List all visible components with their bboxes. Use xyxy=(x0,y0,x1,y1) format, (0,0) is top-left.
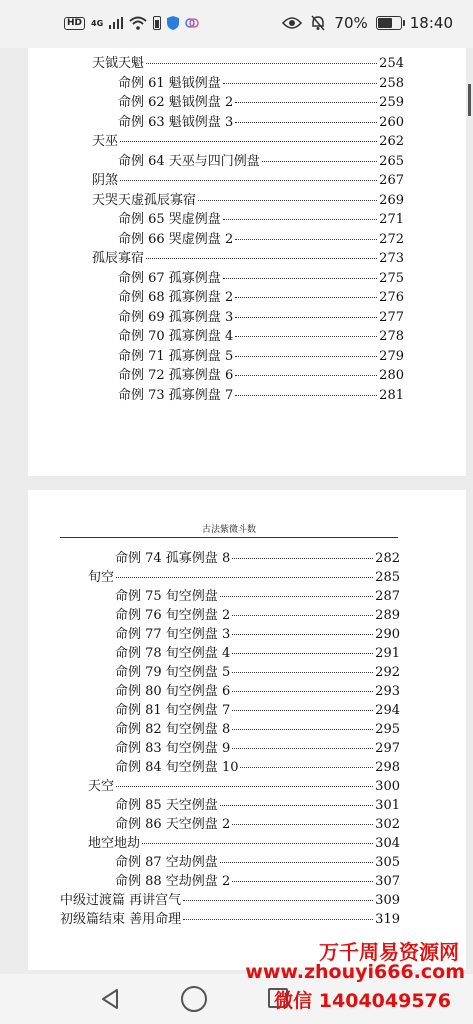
toc-entry[interactable] xyxy=(118,364,404,383)
toc-entry[interactable] xyxy=(115,737,400,756)
toc-entry-page-number: 307 xyxy=(375,874,400,889)
toc-entry-page-number: 302 xyxy=(375,817,400,832)
toc-leader-dots xyxy=(235,317,377,318)
wifi-icon xyxy=(129,16,147,30)
toc-entry[interactable] xyxy=(118,384,404,403)
watermark-site-name: 万千周易资源网 xyxy=(319,940,459,964)
toc-leader-dots xyxy=(232,710,373,711)
network-type-label: 4G xyxy=(91,18,104,28)
toc-entry-title: 命例 87 空劫例盘 xyxy=(115,855,218,870)
toc-entry-title: 命例 77 旬空例盘 3 xyxy=(115,627,231,642)
toc-entry-title: 地空地劫 xyxy=(88,836,141,851)
toc-entry-title: 命例 88 空劫例盘 2 xyxy=(115,874,231,889)
toc-entry[interactable] xyxy=(92,247,404,266)
toc-entry-title: 命例 65 哭虚例盘 xyxy=(118,212,221,227)
toc-leader-dots xyxy=(232,615,373,616)
toc-entry-title: 旬空 xyxy=(88,570,115,585)
toc-entry-title: 阴煞 xyxy=(92,173,119,188)
home-icon[interactable] xyxy=(181,986,207,1012)
toc-leader-dots xyxy=(235,375,377,376)
toc-entry[interactable] xyxy=(115,661,400,680)
toc-entry-page-number: 281 xyxy=(379,387,404,403)
toc-entry[interactable] xyxy=(115,756,400,775)
toc-entry-page-number: 280 xyxy=(379,368,404,383)
toc-entry-title: 命例 86 天空例盘 2 xyxy=(115,817,231,832)
status-left-icons xyxy=(64,16,199,30)
toc-entry-page-number: 291 xyxy=(375,646,400,661)
toc-entry-page-number: 273 xyxy=(379,251,404,266)
toc-entry-title: 中级过渡篇 再讲宫气 xyxy=(60,893,182,908)
toc-entry[interactable] xyxy=(115,604,400,623)
toc-entry-title: 命例 74 孤寡例盘 8 xyxy=(115,551,231,566)
shield-icon xyxy=(167,16,179,30)
toc-entry-page-number: 269 xyxy=(379,192,404,208)
toc-leader-dots xyxy=(223,219,377,220)
toc-leader-dots xyxy=(235,336,377,337)
toc-leader-dots xyxy=(232,729,373,730)
toc-leader-dots xyxy=(146,258,377,259)
toc-entry[interactable] xyxy=(118,208,404,227)
toc-entry[interactable] xyxy=(118,345,404,364)
toc-entry-title: 命例 82 旬空例盘 8 xyxy=(115,722,231,737)
toc-entry[interactable] xyxy=(115,794,400,813)
toc-entry[interactable] xyxy=(118,286,404,305)
phone-storage-icon xyxy=(153,16,161,30)
eye-icon xyxy=(282,16,302,30)
toc-entry[interactable] xyxy=(118,228,404,247)
toc-entry-title: 命例 71 孤寡例盘 5 xyxy=(118,348,234,364)
toc-entry[interactable] xyxy=(115,642,400,661)
toc-entry-page-number: 293 xyxy=(375,684,400,699)
toc-leader-dots xyxy=(183,919,373,920)
toc-leader-dots xyxy=(232,672,373,673)
battery-percent: 70% xyxy=(334,14,368,32)
toc-leader-dots xyxy=(116,786,373,787)
toc-entry-title: 天巫 xyxy=(92,134,119,149)
bell-muted-icon xyxy=(310,15,326,31)
hd-badge: HD xyxy=(64,17,85,30)
toc-leader-dots xyxy=(235,395,377,396)
toc-entry-page-number: 304 xyxy=(375,836,400,851)
toc-entry-page-number: 290 xyxy=(375,627,400,642)
toc-entry-page-number: 258 xyxy=(379,75,404,91)
toc-entry-title: 命例 67 孤寡例盘 xyxy=(118,270,221,286)
toc-entry[interactable] xyxy=(118,267,404,286)
toc-entry-title: 命例 70 孤寡例盘 4 xyxy=(118,329,234,344)
document-page-2[interactable] xyxy=(28,490,466,970)
toc-entry[interactable] xyxy=(118,325,404,344)
toc-entry-page-number: 295 xyxy=(375,722,400,737)
watermark-url: www.zhouyi666.com xyxy=(245,961,465,983)
toc-entry-title: 命例 66 哭虚例盘 2 xyxy=(118,231,234,247)
toc-entry-page-number: 297 xyxy=(375,741,400,756)
toc-entry-title: 命例 61 魁钺例盘 xyxy=(118,75,221,91)
toc-entry-page-number: 259 xyxy=(379,95,404,110)
toc-entry[interactable] xyxy=(115,851,400,870)
toc-leader-dots xyxy=(232,691,373,692)
toc-leader-dots xyxy=(198,200,377,201)
toc-entry[interactable] xyxy=(88,566,400,585)
toc-entry-title: 天哭天虚孤辰寡宿 xyxy=(92,192,197,208)
toc-leader-dots xyxy=(232,881,373,882)
toc-entry-page-number: 276 xyxy=(379,290,404,305)
toc-entry-title: 命例 84 旬空例盘 10 xyxy=(115,760,239,775)
status-bar xyxy=(0,0,473,48)
toc-entry-title: 命例 80 旬空例盘 6 xyxy=(115,684,231,699)
toc-entry[interactable] xyxy=(88,832,400,851)
toc-entry-page-number: 287 xyxy=(375,589,400,604)
toc-leader-dots xyxy=(232,653,373,654)
toc-entry[interactable] xyxy=(115,680,400,699)
toc-entry-page-number: 278 xyxy=(379,329,404,344)
toc-entry-title: 命例 73 孤寡例盘 7 xyxy=(118,387,234,403)
toc-entry-page-number: 275 xyxy=(379,270,404,286)
toc-entry-page-number: 319 xyxy=(375,912,400,927)
toc-entry[interactable] xyxy=(115,699,400,718)
battery-icon xyxy=(376,16,402,30)
toc-entry[interactable] xyxy=(115,585,400,604)
toc-entry-page-number: 285 xyxy=(375,570,400,585)
toc-entry-title: 命例 78 旬空例盘 4 xyxy=(115,646,231,661)
toc-entry-page-number: 298 xyxy=(375,760,400,775)
toc-entry[interactable] xyxy=(92,189,404,208)
toc-entry-title: 命例 81 旬空例盘 7 xyxy=(115,703,231,718)
toc-leader-dots xyxy=(146,63,377,64)
toc-entry-title: 天空 xyxy=(88,779,115,794)
toc-entry-page-number: 262 xyxy=(379,134,404,149)
toc-entry-title: 命例 76 旬空例盘 2 xyxy=(115,608,231,623)
toc-entry-page-number: 254 xyxy=(379,56,404,71)
toc-entry-page-number: 300 xyxy=(375,779,400,794)
toc-leader-dots xyxy=(220,596,373,597)
document-page-1[interactable] xyxy=(28,48,466,476)
scroll-indicator[interactable] xyxy=(468,84,471,116)
toc-leader-dots xyxy=(240,767,373,768)
toc-entry-page-number: 272 xyxy=(379,231,404,247)
toc-entry[interactable] xyxy=(60,908,400,927)
header-rule xyxy=(60,537,398,538)
toc-entry-page-number: 277 xyxy=(379,309,404,325)
toc-entry[interactable] xyxy=(118,150,404,169)
running-head: 古法紫微斗数 xyxy=(201,525,256,535)
toc-entry[interactable] xyxy=(118,306,404,325)
toc-leader-dots xyxy=(235,102,377,103)
toc-entry-page-number: 282 xyxy=(375,551,400,566)
toc-leader-dots xyxy=(220,805,373,806)
toc-leader-dots xyxy=(232,558,373,559)
toc-leader-dots xyxy=(116,577,373,578)
toc-leader-dots xyxy=(142,843,373,844)
toc-entry[interactable] xyxy=(115,813,400,832)
toc-leader-dots xyxy=(262,161,377,162)
toc-leader-dots xyxy=(235,122,377,123)
toc-entry-page-number: 309 xyxy=(375,893,400,908)
toc-entry[interactable] xyxy=(92,169,404,188)
toc-leader-dots xyxy=(232,824,373,825)
toc-entry[interactable] xyxy=(60,889,400,908)
toc-entry[interactable] xyxy=(118,111,404,130)
toc-entry-title: 命例 75 旬空例盘 xyxy=(115,589,218,604)
toc-entry[interactable] xyxy=(115,547,400,566)
toc-entry-title: 命例 63 魁钺例盘 3 xyxy=(118,114,234,130)
watermark-wechat: 微信 1404049576 xyxy=(274,990,451,1012)
toc-entry[interactable] xyxy=(115,870,400,889)
toc-entry-title: 命例 68 孤寡例盘 2 xyxy=(118,290,234,305)
toc-leader-dots xyxy=(232,634,373,635)
toc-entry-title: 命例 69 孤寡例盘 3 xyxy=(118,309,234,325)
toc-entry-page-number: 267 xyxy=(379,173,404,188)
battery-fill xyxy=(378,18,392,28)
toc-entry-page-number: 271 xyxy=(379,212,404,227)
toc-leader-dots xyxy=(120,180,377,181)
toc-entry-page-number: 305 xyxy=(375,855,400,870)
toc-entry-title: 初级篇结束 善用命理 xyxy=(60,912,182,927)
toc-entry-title: 命例 83 旬空例盘 9 xyxy=(115,741,231,756)
toc-entry-title: 命例 72 孤寡例盘 6 xyxy=(118,368,234,383)
toc-leader-dots xyxy=(223,83,377,84)
toc-leader-dots xyxy=(235,356,377,357)
toc-entry[interactable] xyxy=(118,91,404,110)
toc-leader-dots xyxy=(183,900,373,901)
toc-entry[interactable] xyxy=(92,52,404,71)
signal-icon xyxy=(109,17,123,29)
toc-leader-dots xyxy=(232,748,373,749)
toc-entry-page-number: 294 xyxy=(375,703,400,718)
toc-leader-dots xyxy=(235,239,377,240)
toc-entry-title: 命例 79 旬空例盘 5 xyxy=(115,665,231,680)
toc-entry-title: 命例 64 天巫与四门例盘 xyxy=(118,153,260,169)
toc-entry-page-number: 289 xyxy=(375,608,400,623)
toc-entry-page-number: 265 xyxy=(379,153,404,169)
toc-entry[interactable] xyxy=(92,130,404,149)
toc-entry-page-number: 301 xyxy=(375,798,400,813)
toc-entry-page-number: 260 xyxy=(379,114,404,130)
toc-leader-dots xyxy=(220,862,373,863)
toc-entry[interactable] xyxy=(115,623,400,642)
status-right-icons xyxy=(282,14,453,32)
toc-entry[interactable] xyxy=(88,775,400,794)
toc-entry[interactable] xyxy=(115,718,400,737)
toc-entry-title: 命例 85 天空例盘 xyxy=(115,798,218,813)
back-icon[interactable] xyxy=(100,988,120,1010)
toc-entry-page-number: 279 xyxy=(379,348,404,364)
toc-entry-title: 命例 62 魁钺例盘 2 xyxy=(118,95,234,110)
toc-entry-title: 天钺天魁 xyxy=(92,56,145,71)
toc-leader-dots xyxy=(120,141,377,142)
toc-leader-dots xyxy=(223,278,377,279)
toc-entry-page-number: 292 xyxy=(375,665,400,680)
toc-entry[interactable] xyxy=(118,72,404,91)
app-notification-icon xyxy=(185,16,199,30)
toc-entry-title: 孤辰寡宿 xyxy=(92,251,145,266)
clock: 18:40 xyxy=(409,14,453,32)
toc-leader-dots xyxy=(235,297,377,298)
